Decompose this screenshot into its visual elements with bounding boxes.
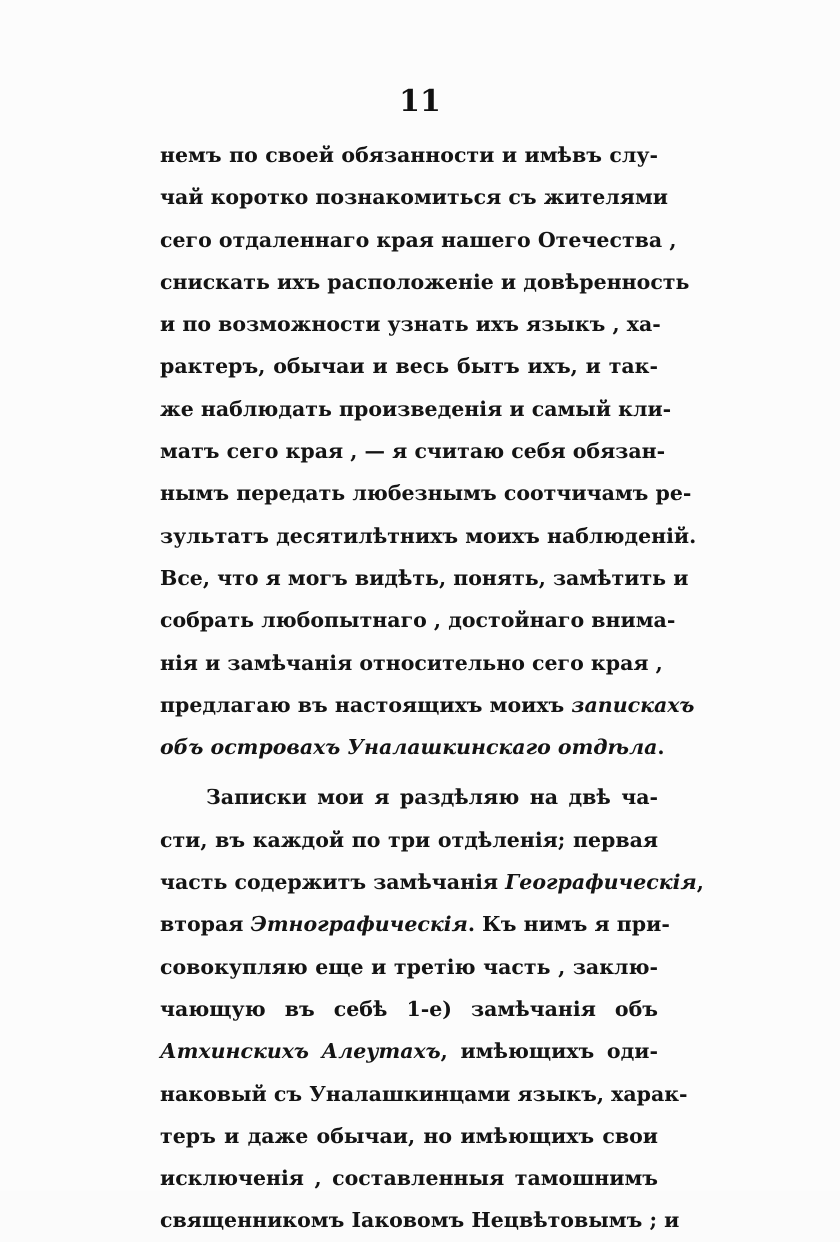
text-span: вторая (160, 912, 251, 937)
text-line: матъ сего края , — я считаю себя обязан- (160, 439, 666, 464)
italic-term: Географическія (505, 870, 697, 895)
text-line: собрать любопытнаго , достойнаго внима- (160, 608, 676, 633)
text-line: нія и замѣчанія относительно сего края , (160, 650, 663, 675)
italic-title: запискахъ (571, 692, 695, 717)
text-span: , имѣющихъ оди- (440, 1039, 658, 1064)
text-line: и по возможности узнать ихъ языкъ , ха- (160, 312, 661, 337)
text-line: Записки мои я раздѣляю на двѣ ча- (206, 785, 658, 810)
text-line: зультатъ десятилѣтнихъ моихъ наблюденій. (160, 523, 697, 548)
page-number: 11 (399, 84, 441, 119)
text-line: нымъ передать любезнымъ соотчичамъ ре- (160, 481, 692, 506)
text-span: предлагаю въ настоящихъ моихъ (160, 692, 572, 717)
text-line: Все, что я могъ видѣть, понять, замѣтить и (160, 565, 689, 590)
text-line: теръ и даже обычаи, но имѣющихъ свои (160, 1123, 658, 1148)
italic-term: Этнографическія (250, 912, 468, 937)
text-line: немъ по своей обязанности и имѣвъ слу- (160, 143, 658, 167)
text-line: снискать ихъ расположеніе и довѣренность (160, 269, 690, 294)
text-line: чающую въ себѣ 1-е) замѣчанія объ (160, 996, 658, 1021)
body-text (160, 134, 704, 1242)
paragraph-gap (160, 768, 658, 776)
text-line: исключенія , составленныя тамошнимъ (160, 1166, 658, 1191)
text-line (160, 1030, 658, 1072)
text-line: рактеръ, обычаи и весь бытъ ихъ, и так- (160, 354, 658, 379)
text-span: . Къ нимъ я при- (467, 912, 670, 937)
text-line: же наблюдать произведенія и самый кли- (160, 396, 672, 421)
text-span: часть содержитъ замѣчанія (160, 870, 506, 895)
italic-term: Атхинскихъ Алеутахъ (160, 1039, 441, 1064)
text-line (160, 684, 695, 726)
text-line: чай коротко познакомиться съ жителями (160, 185, 668, 210)
text-line: наковый съ Уналашкинцами языкъ, харак- (160, 1081, 688, 1106)
italic-title: объ островахъ Уналашкинскаго отдѣла (160, 735, 658, 760)
text-line: сти, въ каждой по три отдѣленія; первая (160, 827, 658, 852)
text-line (160, 726, 665, 768)
text-line: сего отдаленнаго края нашего Отечества , (160, 227, 677, 252)
text-line: священникомъ Іаковомъ Нецвѣтовымъ ; и (160, 1208, 680, 1233)
text-line: совокупляю еще и третію часть , заклю- (160, 954, 658, 979)
text-span: . (657, 735, 665, 760)
text-line (160, 861, 704, 903)
text-line (160, 903, 670, 945)
text-span: , (696, 870, 704, 895)
